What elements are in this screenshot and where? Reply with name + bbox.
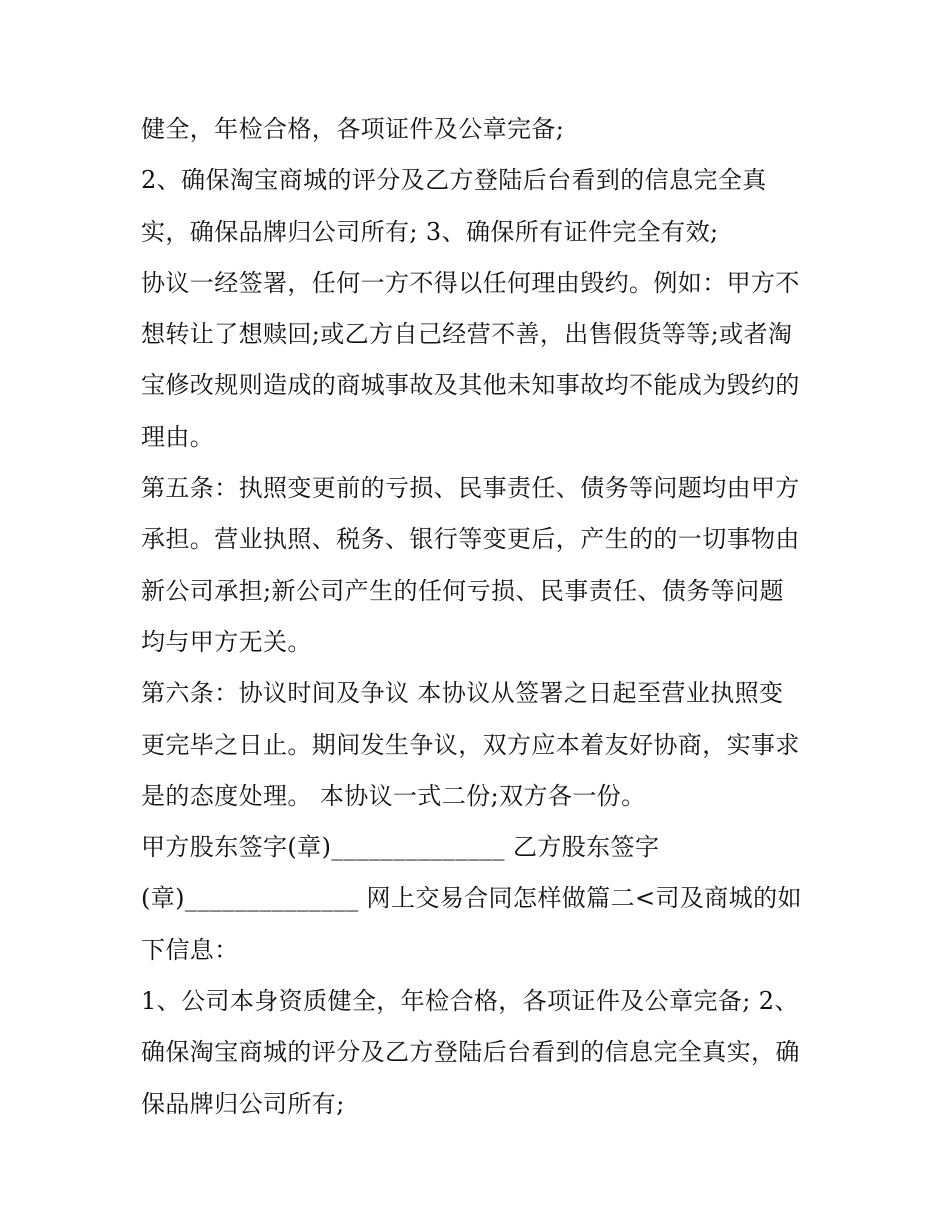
text-line-15: 甲方股东签字(章)______________ 乙方股东签字 bbox=[141, 833, 660, 862]
text-line-19: 确保淘宝商城的评分及乙方登陆后台看到的信息完全真实，确 bbox=[141, 1038, 800, 1067]
text-line-17: 下信息： bbox=[141, 935, 239, 964]
text-line-18: 1、公司本身资质健全，年检合格，各项证件及公章完备; 2、 bbox=[141, 987, 799, 1016]
text-line-9: 承担。营业执照、税务、银行等变更后，产生的的一切事物由 bbox=[141, 525, 800, 554]
text-line-13: 更完毕之日止。期间发生争议，双方应本着友好协商，实事求 bbox=[141, 730, 800, 759]
text-line-8: 第五条：执照变更前的亏损、民事责任、债务等问题均由甲方 bbox=[141, 474, 800, 503]
text-line-20: 保品牌归公司所有; bbox=[141, 1089, 345, 1118]
text-line-16: (章)______________ 网上交易合同怎样做篇二<司及商城的如 bbox=[141, 884, 802, 913]
text-line-2: 2、确保淘宝商城的评分及乙方登陆后台看到的信息完全真 bbox=[141, 166, 767, 195]
text-line-1: 健全，年检合格，各项证件及公章完备; bbox=[141, 115, 565, 143]
text-line-14: 是的态度处理。 本协议一式二份;双方各一份。 bbox=[141, 781, 646, 810]
document-body bbox=[141, 104, 831, 1130]
text-line-6: 宝修改规则造成的商城事故及其他未知事故均不能成为毁约的 bbox=[141, 371, 800, 400]
text-line-7: 理由。 bbox=[141, 422, 215, 451]
text-line-12: 第六条：协议时间及争议 本协议从签署之日起至营业执照变 bbox=[141, 679, 784, 708]
text-line-3: 实，确保品牌归公司所有; 3、确保所有证件完全有效; bbox=[141, 217, 719, 246]
text-line-5: 想转让了想赎回;或乙方自己经营不善，出售假货等等;或者淘 bbox=[141, 320, 793, 349]
text-line-11: 均与甲方无关。 bbox=[141, 627, 312, 656]
text-line-4: 协议一经签署，任何一方不得以任何理由毁约。例如：甲方不 bbox=[141, 268, 800, 297]
text-line-10: 新公司承担;新公司产生的任何亏损、民事责任、债务等问题 bbox=[141, 576, 784, 605]
